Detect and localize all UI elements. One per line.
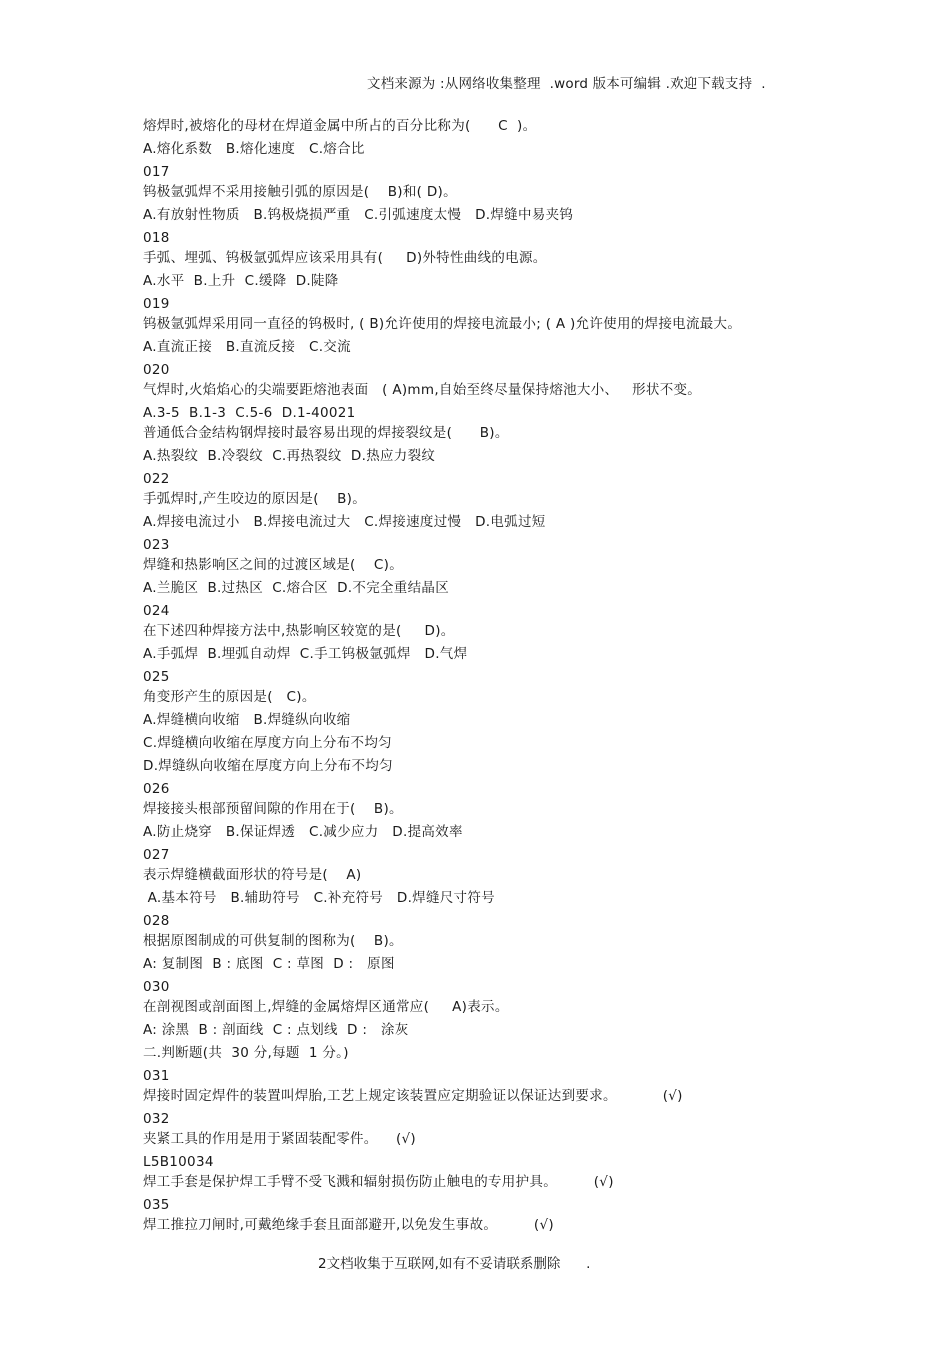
question-number: 020	[143, 362, 170, 378]
answer-options: A.手弧焊 B.埋弧自动焊 C.手工钨极氩弧焊 D.气焊	[143, 646, 468, 662]
document-body	[143, 117, 823, 1239]
question-text: 手弧焊时,产生咬边的原因是( B)。	[143, 491, 367, 507]
page-header: 文档来源为 :从网络收集整理 .word 版本可编辑 .欢迎下载支持 .	[367, 76, 766, 92]
question-text: 角变形产生的原因是( C)。	[143, 689, 316, 705]
question-text: 钨极氩弧焊不采用接触引弧的原因是( B)和( D)。	[143, 184, 457, 200]
question-text: 在剖视图或剖面图上,焊缝的金属熔焊区通常应( A)表示。	[143, 999, 509, 1015]
answer-options: 二.判断题(共 30 分,每题 1 分。)	[143, 1045, 349, 1061]
question-number: 022	[143, 471, 170, 487]
question-number: 030	[143, 979, 170, 995]
answer-options: A.有放射性物质 B.钨极烧损严重 C.引弧速度太慢 D.焊缝中易夹钨	[143, 207, 574, 223]
question-text: 表示焊缝横截面形状的符号是( A)	[143, 867, 362, 883]
question-text: 根据原图制成的可供复制的图称为( B)。	[143, 933, 403, 949]
answer-options: A.兰脆区 B.过热区 C.熔合区 D.不完全重结晶区	[143, 580, 449, 596]
question-number: 026	[143, 781, 170, 797]
question-text: 焊接接头根部预留间隙的作用在于( B)。	[143, 801, 403, 817]
question-number: 031	[143, 1068, 170, 1084]
answer-options: A: 复制图 B : 底图 C : 草图 D : 原图	[143, 956, 395, 972]
answer-options: A.防止烧穿 B.保证焊透 C.减少应力 D.提高效率	[143, 824, 463, 840]
question-number: 024	[143, 603, 170, 619]
question-text: 熔焊时,被熔化的母材在焊道金属中所占的百分比称为( C )。	[143, 118, 537, 134]
question-number: 017	[143, 164, 170, 180]
question-number: A.3-5 B.1-3 C.5-6 D.1-40021	[143, 405, 356, 421]
question-text: 夹紧工具的作用是用于紧固装配零件。 (√)	[143, 1131, 417, 1147]
question-number: 023	[143, 537, 170, 553]
question-text: 焊工推拉刀闸时,可戴绝缘手套且面部避开,以免发生事故。 (√)	[143, 1217, 554, 1233]
question-number: 025	[143, 669, 170, 685]
answer-options: A.焊接电流过小 B.焊接电流过大 C.焊接速度过慢 D.电弧过短	[143, 514, 546, 530]
answer-options: A.基本符号 B.辅助符号 C.补充符号 D.焊缝尺寸符号	[143, 890, 495, 906]
question-number: 032	[143, 1111, 170, 1127]
question-number: 035	[143, 1197, 170, 1213]
question-text: 普通低合金结构钢焊接时最容易出现的焊接裂纹是( B)。	[143, 425, 509, 441]
question-number: L5B10034	[143, 1154, 214, 1170]
question-number: 019	[143, 296, 170, 312]
page-footer: 2文档收集于互联网,如有不妥请联系删除 .	[318, 1256, 591, 1272]
question-text: 焊缝和热影响区之间的过渡区域是( C)。	[143, 557, 404, 573]
question-text: 气焊时,火焰焰心的尖端要距熔池表面 ( A)mm,自始至终尽量保持熔池大小、 形状不变。	[143, 382, 702, 398]
question-text: 焊工手套是保护焊工手臂不受飞溅和辐射损伤防止触电的专用护具。 (√)	[143, 1174, 614, 1190]
answer-options: A.熔化系数 B.熔化速度 C.熔合比	[143, 141, 365, 157]
answer-options: D.焊缝纵向收缩在厚度方向上分布不均匀	[143, 758, 393, 774]
answer-options: A.焊缝横向收缩 B.焊缝纵向收缩	[143, 712, 351, 728]
question-text: 手弧、埋弧、钨极氩弧焊应该采用具有( D)外特性曲线的电源。	[143, 250, 547, 266]
answer-options: A: 涂黑 B : 剖面线 C : 点划线 D : 涂灰	[143, 1022, 409, 1038]
answer-options: A.直流正接 B.直流反接 C.交流	[143, 339, 351, 355]
answer-options: C.焊缝横向收缩在厚度方向上分布不均匀	[143, 735, 392, 751]
answer-options: A.水平 B.上升 C.缓降 D.陡降	[143, 273, 339, 289]
question-text: 在下述四种焊接方法中,热影响区较宽的是( D)。	[143, 623, 455, 639]
question-text: 焊接时固定焊件的装置叫焊胎,工艺上规定该装置应定期验证以保证达到要求。 (√)	[143, 1088, 683, 1104]
question-number: 028	[143, 913, 170, 929]
question-number: 027	[143, 847, 170, 863]
question-number: 018	[143, 230, 170, 246]
answer-options: A.热裂纹 B.冷裂纹 C.再热裂纹 D.热应力裂纹	[143, 448, 436, 464]
question-text: 钨极氩弧焊采用同一直径的钨极时, ( B)允许使用的焊接电流最小; ( A )允许使用的焊接电流最大。	[143, 316, 742, 332]
